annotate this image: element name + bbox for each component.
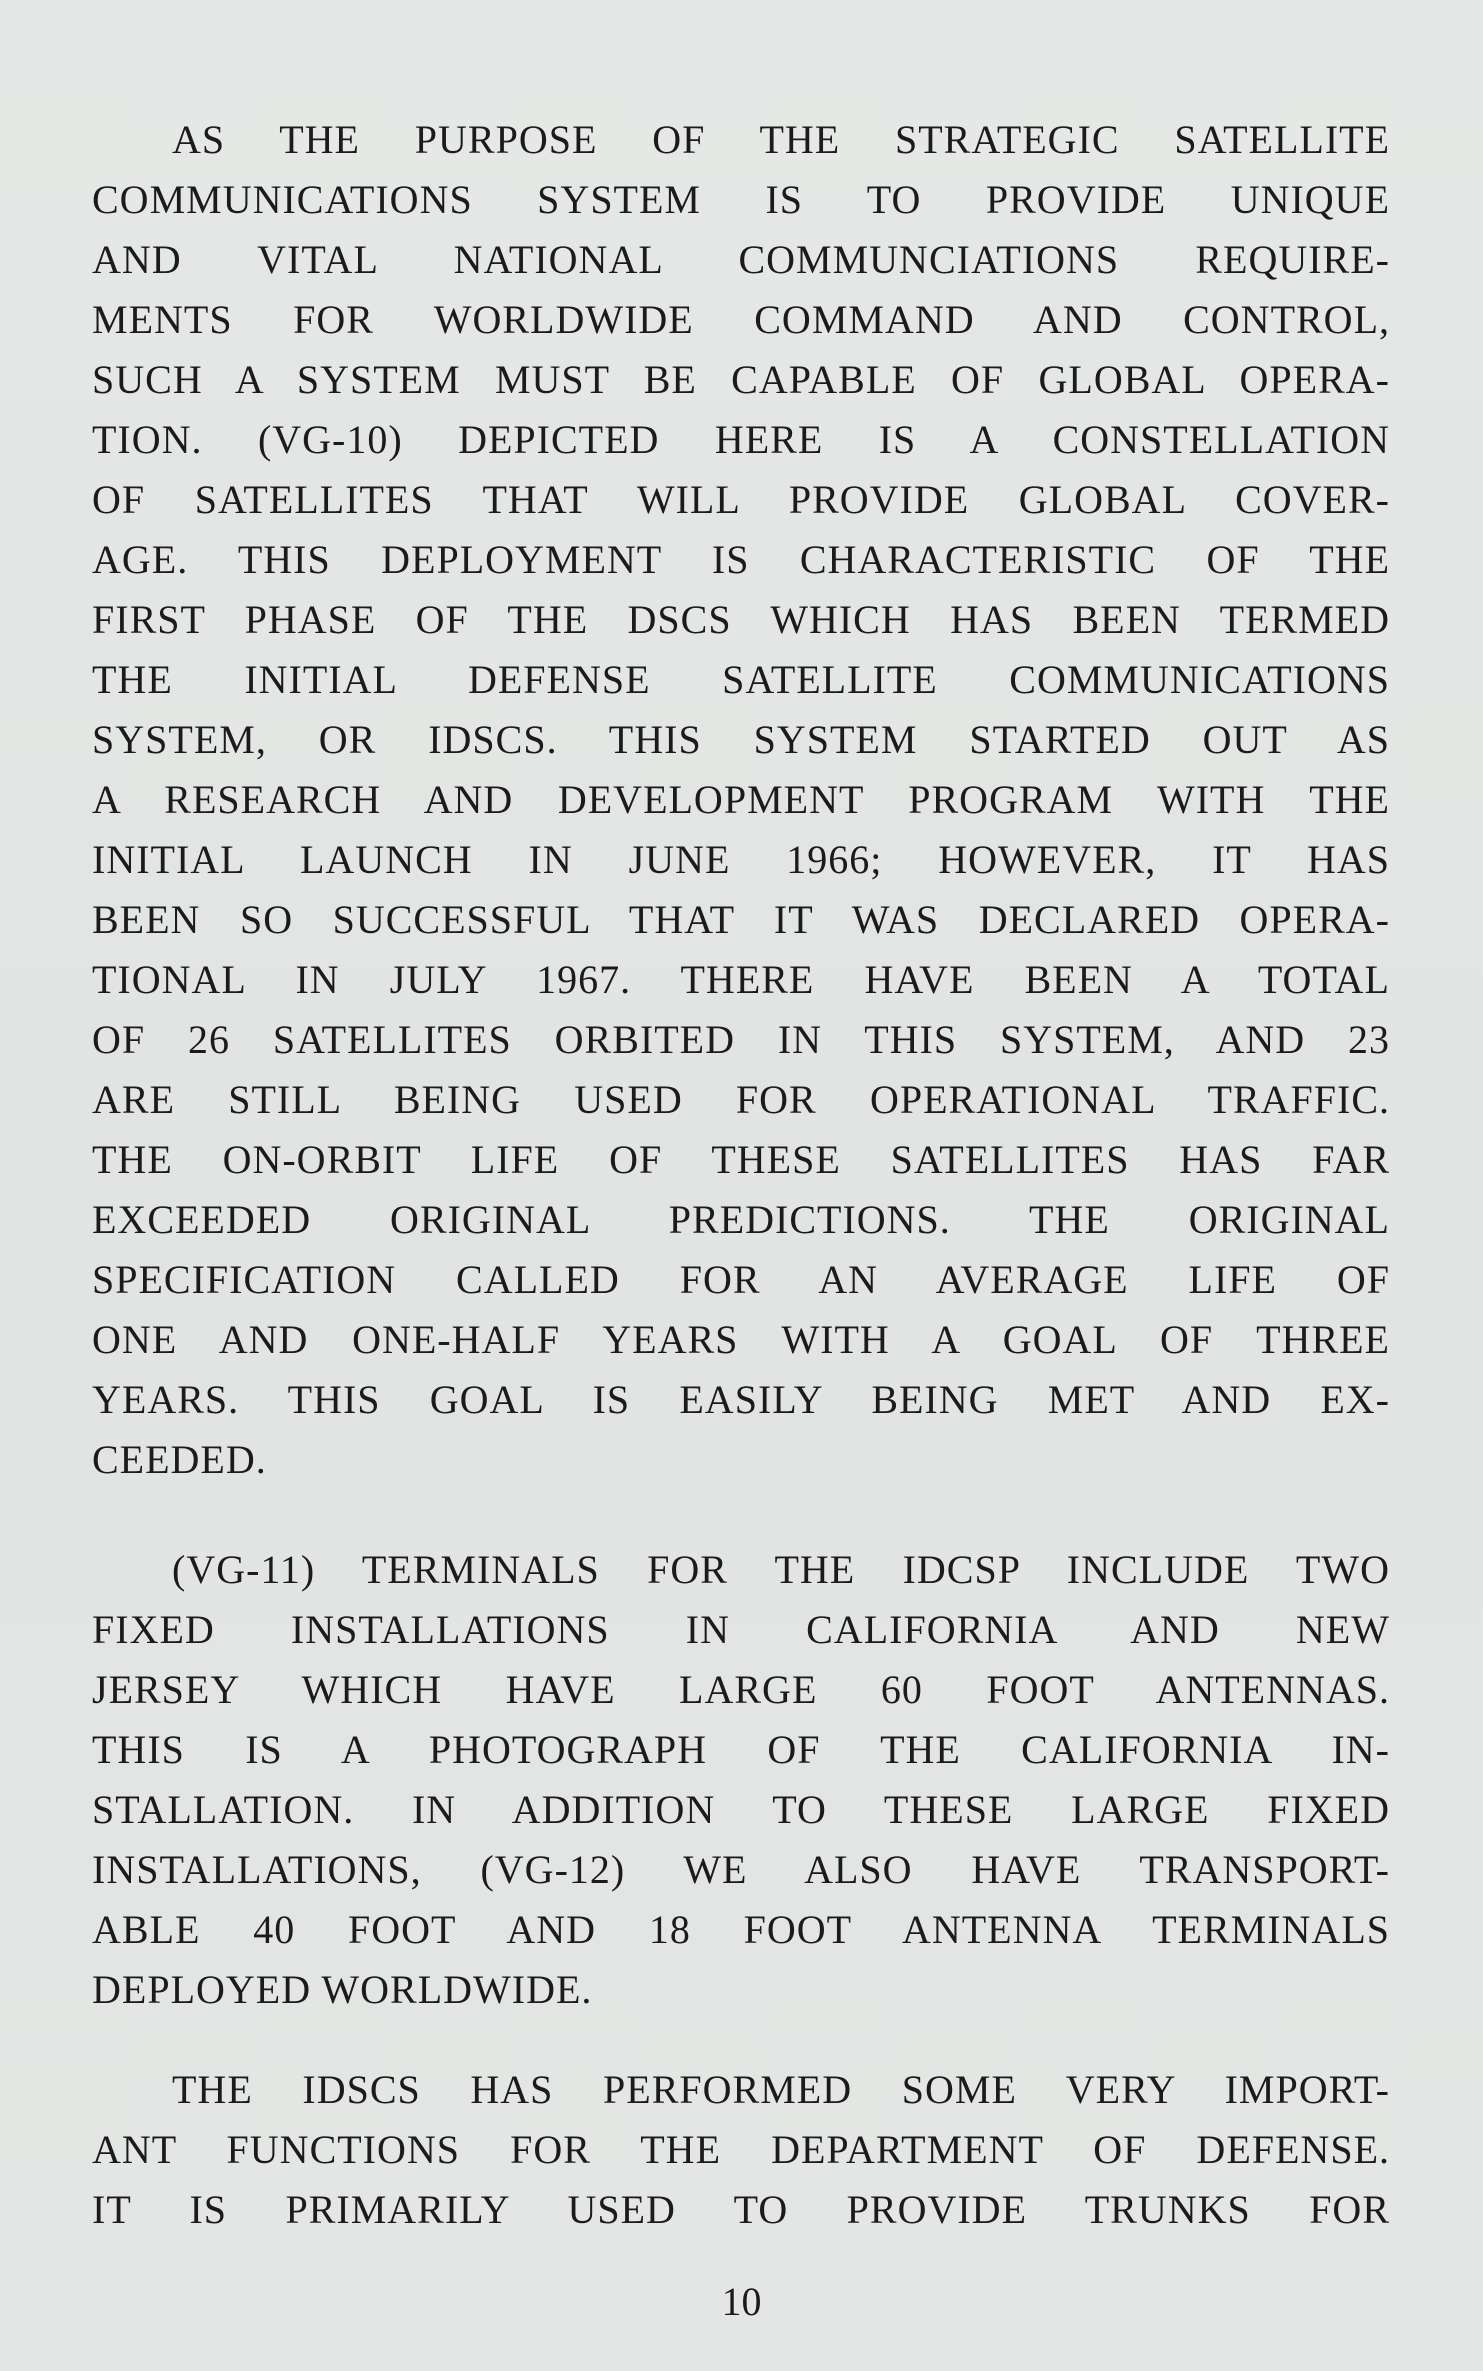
- text-line: THIS IS A PHOTOGRAPH OF THE CALIFORNIA IN-: [92, 1727, 1390, 1772]
- paragraph-terminals: [92, 1540, 1390, 2020]
- text-line: CEEDED.: [92, 1437, 267, 1482]
- text-line: ABLE 40 FOOT AND 18 FOOT ANTENNA TERMINALS: [92, 1907, 1390, 1952]
- paragraph-idscs-functions: [92, 2060, 1390, 2240]
- text-line: ONE AND ONE-HALF YEARS WITH A GOAL OF THREE: [92, 1317, 1390, 1362]
- text-line: SPECIFICATION CALLED FOR AN AVERAGE LIFE OF: [92, 1257, 1390, 1302]
- text-line: AND VITAL NATIONAL COMMUNCIATIONS REQUIRE-: [92, 237, 1390, 282]
- text-line: AS THE PURPOSE OF THE STRATEGIC SATELLITE: [172, 117, 1390, 162]
- text-line: AGE. THIS DEPLOYMENT IS CHARACTERISTIC OF THE: [92, 537, 1390, 582]
- text-line: JERSEY WHICH HAVE LARGE 60 FOOT ANTENNAS.: [92, 1667, 1390, 1712]
- text-line: THE INITIAL DEFENSE SATELLITE COMMUNICATIONS: [92, 657, 1390, 702]
- text-line: FIXED INSTALLATIONS IN CALIFORNIA AND NEW: [92, 1607, 1390, 1652]
- text-line: SUCH A SYSTEM MUST BE CAPABLE OF GLOBAL OPERA-: [92, 357, 1390, 402]
- paragraph-satellite-constellation: [92, 110, 1390, 1490]
- text-line: TIONAL IN JULY 1967. THERE HAVE BEEN A TOTAL: [92, 957, 1390, 1002]
- text-line: A RESEARCH AND DEVELOPMENT PROGRAM WITH THE: [92, 777, 1390, 822]
- text-line: YEARS. THIS GOAL IS EASILY BEING MET AND EX-: [92, 1377, 1390, 1422]
- text-line: COMMUNICATIONS SYSTEM IS TO PROVIDE UNIQUE: [92, 177, 1390, 222]
- text-line: SYSTEM, OR IDSCS. THIS SYSTEM STARTED OUT AS: [92, 717, 1390, 762]
- text-line: (VG-11) TERMINALS FOR THE IDCSP INCLUDE TWO: [172, 1547, 1390, 1592]
- text-line: OF 26 SATELLITES ORBITED IN THIS SYSTEM, AND 23: [92, 1017, 1390, 1062]
- text-line: ARE STILL BEING USED FOR OPERATIONAL TRAFFIC.: [92, 1077, 1390, 1122]
- text-line: THE ON-ORBIT LIFE OF THESE SATELLITES HAS FAR: [92, 1137, 1390, 1182]
- text-line: DEPLOYED WORLDWIDE.: [92, 1967, 593, 2012]
- text-line: INSTALLATIONS, (VG-12) WE ALSO HAVE TRANSPORT-: [92, 1847, 1390, 1892]
- text-line: TION. (VG-10) DEPICTED HERE IS A CONSTELLATION: [92, 417, 1390, 462]
- text-line: BEEN SO SUCCESSFUL THAT IT WAS DECLARED OPERA-: [92, 897, 1390, 942]
- text-line: IT IS PRIMARILY USED TO PROVIDE TRUNKS FOR: [92, 2187, 1390, 2232]
- text-line: THE IDSCS HAS PERFORMED SOME VERY IMPORT-: [172, 2067, 1390, 2112]
- text-line: OF SATELLITES THAT WILL PROVIDE GLOBAL COVER-: [92, 477, 1390, 522]
- page-number: 10: [721, 2279, 762, 2324]
- text-line: FIRST PHASE OF THE DSCS WHICH HAS BEEN TERMED: [92, 597, 1390, 642]
- text-line: ANT FUNCTIONS FOR THE DEPARTMENT OF DEFENSE.: [92, 2127, 1390, 2172]
- text-line: INITIAL LAUNCH IN JUNE 1966; HOWEVER, IT HAS: [92, 837, 1390, 882]
- text-line: STALLATION. IN ADDITION TO THESE LARGE FIXED: [92, 1787, 1390, 1832]
- text-line: EXCEEDED ORIGINAL PREDICTIONS. THE ORIGINAL: [92, 1197, 1390, 1242]
- text-line: MENTS FOR WORLDWIDE COMMAND AND CONTROL,: [92, 297, 1390, 342]
